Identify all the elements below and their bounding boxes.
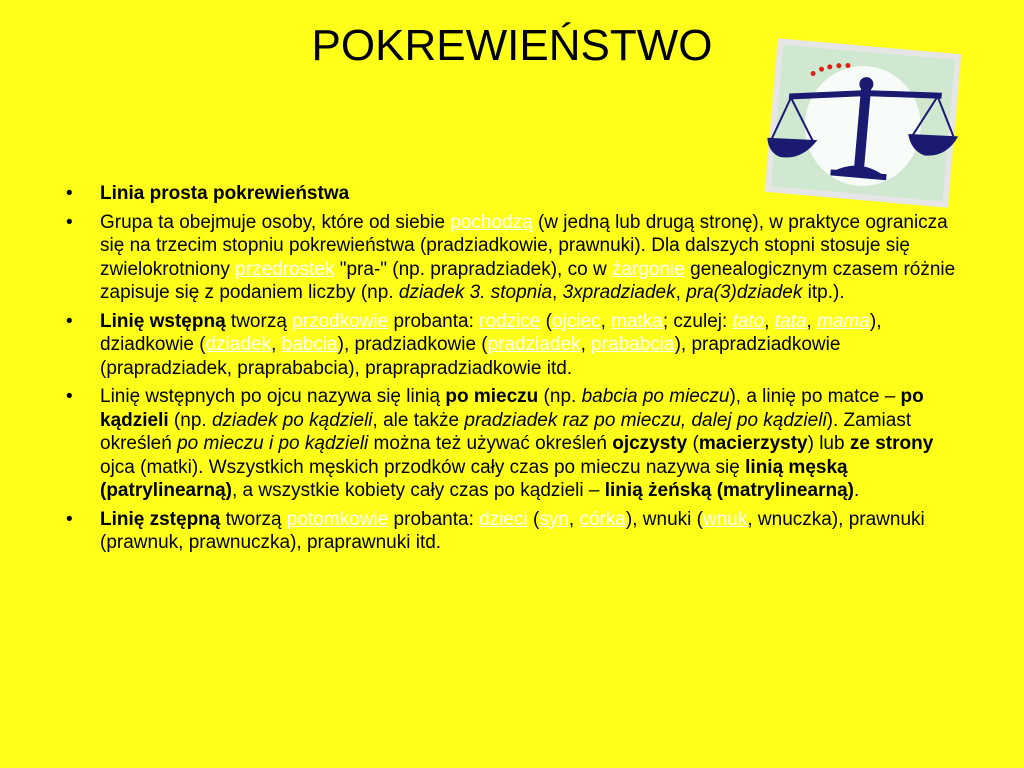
text-run: ), a linię po matce – bbox=[729, 386, 901, 407]
text-run: ), dziadkowie ( bbox=[100, 310, 882, 355]
link-dziadek[interactable]: dziadek bbox=[205, 334, 272, 355]
link-wnuk[interactable]: wnuk bbox=[703, 508, 748, 530]
link-przodkowie[interactable]: przodkowie bbox=[292, 310, 389, 332]
bold-run: Linię wstępną bbox=[100, 310, 226, 332]
text-run: ; czulej: bbox=[662, 310, 733, 332]
bullet-heading: Linia prosta pokrewieństwa bbox=[100, 183, 350, 204]
bullet-grupa bbox=[60, 211, 970, 305]
bullet-linia-zstepna bbox=[60, 508, 970, 555]
text-run: , bbox=[271, 334, 282, 355]
link-babcia[interactable]: babcia bbox=[281, 334, 338, 355]
link-syn[interactable]: syn bbox=[539, 508, 569, 530]
link-dzieci[interactable]: dzieci bbox=[479, 508, 528, 530]
link-tato[interactable]: tato bbox=[732, 310, 765, 332]
text-run: ), pradziadkowie ( bbox=[337, 334, 488, 355]
text-run: , bbox=[600, 310, 612, 332]
italic-run: 3xpradziadek bbox=[562, 282, 676, 303]
text-run: , bbox=[580, 334, 592, 355]
text-run: , a wszystkie kobiety cały czas po kądzieli – bbox=[231, 480, 605, 501]
text-run: ). Zamiast określeń bbox=[100, 409, 912, 454]
bold-run: ojczysty bbox=[612, 433, 688, 454]
slide-body bbox=[60, 182, 970, 560]
bold-run: Linię zstępną bbox=[100, 508, 221, 530]
bullet-linia-wstepna bbox=[60, 310, 970, 381]
text-run: Grupa ta obejmuje osoby, które od siebie bbox=[100, 211, 451, 233]
text-run: tworzą bbox=[220, 508, 287, 530]
link-przedrostek[interactable]: przedrostek bbox=[235, 258, 335, 280]
text-run: probanta: bbox=[388, 310, 480, 332]
text-run: , wnuczka), prawnuki (prawnuk, prawnuczka), praprawnuki itd. bbox=[100, 508, 925, 553]
text-run: itp.). bbox=[802, 282, 845, 303]
italic-run: babcia po mieczu bbox=[581, 386, 730, 407]
text-run: ), wnuki ( bbox=[625, 508, 703, 530]
italic-run: po mieczu i po kądzieli bbox=[177, 433, 369, 454]
text-run: (np. bbox=[168, 409, 212, 431]
link-prababcia[interactable]: prababcia bbox=[591, 334, 675, 355]
italic-run: pra(3)dziadek bbox=[686, 282, 803, 303]
link-matka[interactable]: matka bbox=[611, 310, 663, 332]
text-run: ), prapradziadkowie (prapradziadek, praprababcia), praprapradziadkowie itd. bbox=[100, 334, 841, 379]
italic-run: pradziadek raz po mieczu, dalej po kądzieli bbox=[464, 409, 827, 431]
text-run: , bbox=[552, 282, 563, 303]
bold-run: po kądzieli bbox=[100, 386, 924, 431]
link-mama[interactable]: mama bbox=[817, 310, 870, 332]
bullet-po-mieczu bbox=[60, 385, 970, 503]
text-run: ( bbox=[527, 508, 540, 530]
link-rodzice[interactable]: rodzice bbox=[479, 310, 541, 332]
slide-title: POKREWIEŃSTWO bbox=[311, 21, 713, 70]
text-run: "pra-" (np. prapradziadek), co w bbox=[334, 258, 612, 280]
italic-run: dziadek 3. stopnia bbox=[398, 282, 553, 303]
link-tata[interactable]: tata bbox=[774, 310, 807, 332]
bold-run: linią żeńską (matrylinearną) bbox=[604, 480, 854, 501]
text-run: ( bbox=[687, 433, 699, 454]
link-pradziadek[interactable]: pradziadek bbox=[487, 334, 581, 355]
text-run: , bbox=[764, 310, 775, 332]
bold-run: ze strony bbox=[849, 433, 934, 454]
text-run: (w jedną lub drugą stronę), w praktyce ogranicza się na trzecim stopniu pokrewieństwa (pradziadkowie, prawnuki). Dla dalszych stopni stosuje się zwielokrotniony bbox=[100, 211, 948, 280]
text-run: , ale także bbox=[372, 409, 465, 431]
text-run: ojca (matki). Wszystkich męskich przodków cały czas po mieczu nazywa się bbox=[100, 456, 746, 478]
link-corka[interactable]: córka bbox=[579, 508, 626, 530]
bold-run: linią męską (patrylinearną) bbox=[100, 456, 848, 501]
text-run: , bbox=[568, 508, 580, 530]
link-ojciec[interactable]: ojciec bbox=[551, 310, 601, 332]
text-run: można też używać określeń bbox=[368, 433, 613, 454]
link-zargonie[interactable]: żargonie bbox=[611, 258, 685, 280]
link-pochodza[interactable]: pochodzą bbox=[450, 211, 533, 233]
text-run: , bbox=[675, 282, 687, 303]
italic-run: dziadek po kądzieli bbox=[211, 409, 373, 431]
text-run: tworzą bbox=[225, 310, 293, 332]
link-potomkowie[interactable]: potomkowie bbox=[286, 508, 389, 530]
text-run: Linię wstępnych po ojcu nazywa się linią bbox=[100, 386, 446, 407]
bullet-linia-prosta bbox=[60, 182, 970, 206]
text-run: . bbox=[853, 480, 860, 501]
text-run: ( bbox=[540, 310, 552, 332]
bold-run: macierzysty bbox=[698, 433, 808, 454]
text-run: probanta: bbox=[388, 508, 480, 530]
text-run: ) lub bbox=[807, 433, 850, 454]
text-run: (np. bbox=[538, 386, 582, 407]
text-run: genealogicznym czasem różnie zapisuje się z podaniem liczby (np. bbox=[100, 258, 956, 303]
bold-run: po mieczu bbox=[445, 386, 539, 407]
text-run: , bbox=[806, 310, 818, 332]
